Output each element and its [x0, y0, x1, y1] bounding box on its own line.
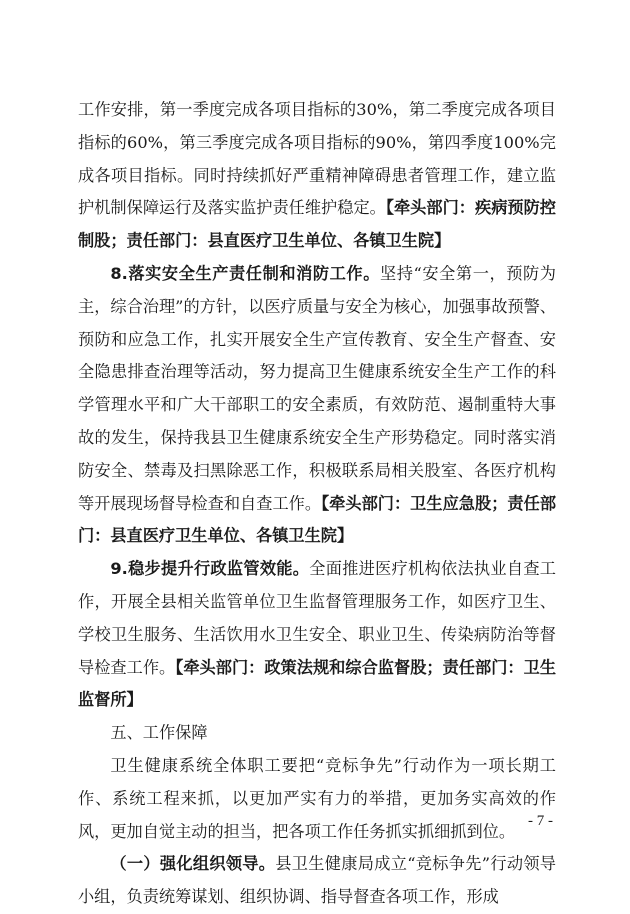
item-8-heading: 8.落实安全生产责任制和消防工作。 — [110, 263, 380, 283]
item-9-paragraph — [78, 553, 556, 717]
item-9-department-tag: 【牵头部门：政策法规和综合监督股；责任部门：卫生监督所】 — [78, 657, 557, 710]
document-body — [78, 94, 556, 914]
subsection-1-paragraph — [78, 848, 556, 914]
subsection-1-heading: （一）强化组织领导。 — [110, 854, 276, 874]
continuation-paragraph — [78, 94, 556, 258]
page-number: - 7 - — [528, 813, 553, 829]
section-5-intro: 卫生健康系统全体职工要把“竞标争先”行动作为一项长期工作、系统工程来抓，以更加严实有力的举措，更加务实高效的作风，更加自觉主动的担当，把各项工作任务抓实抓细抓到位。 — [78, 755, 556, 841]
continuation-text: 工作安排，第一季度完成各项目指标的30%，第二季度完成各项目指标的60%，第三季度完成各项目指标的90%，第四季度100%完成各项目指标。同时持续抓好严重精神障碍患者管理工作，建立监护机制保障运行及落实监护责任维护稳定。 — [78, 100, 556, 218]
item-9-body: 全面推进医疗机构依法执业自查工作，开展全县相关监管单位卫生监督管理服务工作，如医疗卫生、学校卫生服务、生活饮用水卫生安全、职业卫生、传染病防治等督导检查工作。 — [78, 559, 556, 677]
item-9-heading: 9.稳步提升行政监管效能。 — [110, 559, 310, 579]
item-8-paragraph — [78, 258, 556, 553]
continuation-department-tag: 【牵头部门：疾病预防控制股；责任部门：县直医疗卫生单位、各镇卫生院】 — [78, 198, 556, 251]
item-8-department-tag: 【牵头部门：卫生应急股；责任部门：县直医疗卫生单位、各镇卫生院】 — [78, 493, 557, 546]
section-5-heading: 五、工作保障 — [110, 723, 208, 743]
item-8-body: 坚持“安全第一，预防为主，综合治理”的方针，以医疗质量与安全为核心，加强事故预警、预防和应急工作，扎实开展安全生产宣传教育、安全生产督查、安全隐患排查治理等活动，努力提高卫生健康系统安全生产工作的科学管理水平和广大干部职工的安全素质，有效防范、遏制重特大事故的发生，保持我县卫生健康系统安全生产形势稳定。同时落实消防安全、禁毒及扫黑除恶工作，积极联系局相关股室、各医疗机构等开展现场督导检查和自查工作。 — [78, 263, 556, 513]
subsection-1-body: 县卫生健康局成立“竞标争先”行动领导小组，负责统筹谋划、组织协调、指导督查各项工作，形成 — [78, 854, 556, 907]
